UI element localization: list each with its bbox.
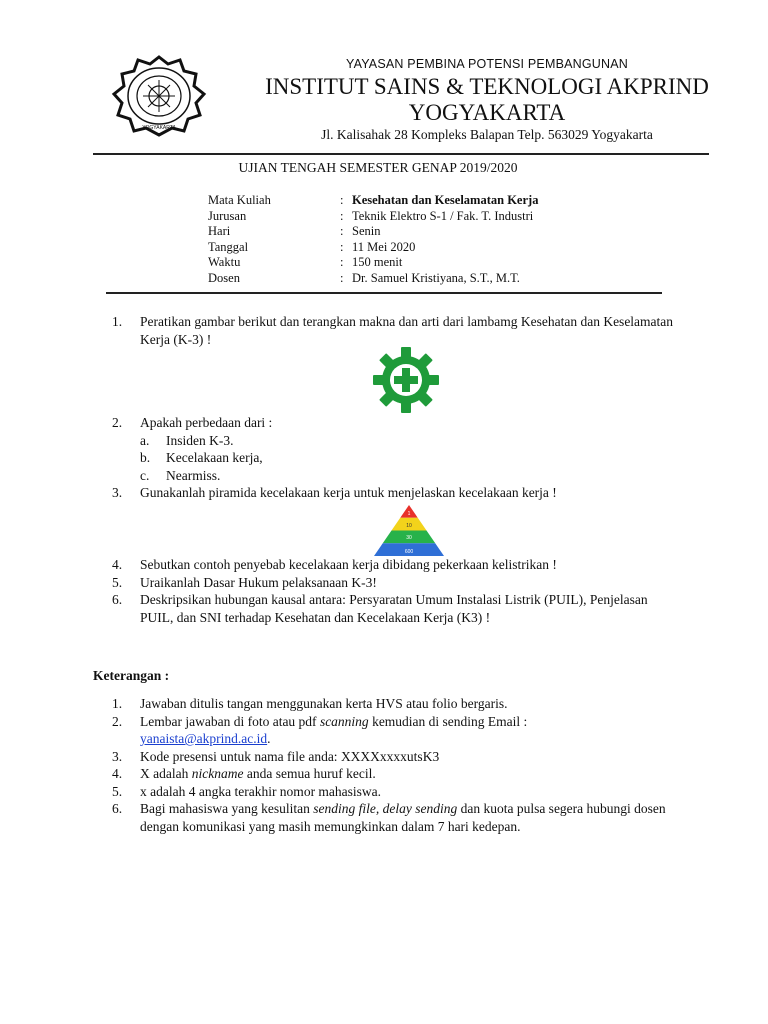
info-label: Tanggal — [208, 239, 249, 254]
notes-list — [112, 695, 680, 835]
header-divider — [93, 153, 709, 155]
logo-text: YOGYAKARTA — [142, 125, 176, 131]
pyramid-label: 1 — [407, 511, 411, 517]
institute-name: INSTITUT SAINS & TEKNOLOGI AKPRIND — [265, 74, 709, 99]
question-2 — [112, 414, 680, 502]
exam-info-table — [208, 193, 538, 287]
note-number: 3. — [112, 748, 123, 764]
sub-letter: a. — [140, 432, 150, 448]
note-5 — [112, 783, 680, 801]
info-value: 150 menit — [352, 255, 403, 270]
info-label: Jurusan — [208, 208, 247, 223]
info-value: Senin — [352, 224, 381, 239]
info-colon: : — [340, 270, 344, 285]
question-4 — [112, 556, 680, 574]
accident-pyramid-diagram — [374, 505, 444, 556]
notes-heading: Keterangan : — [93, 668, 170, 683]
note-1 — [112, 695, 680, 713]
question-1 — [112, 313, 680, 348]
question-text: Peratikan gambar berikut dan terangkan makna dan arti dari lambamg Kesehatan dan Keselamatan Kerja (K-3) ! — [140, 314, 674, 347]
question-text: Deskripsikan hubungan kausal antara: Persyaratan Umum Instalasi Listrik (PUIL), Penjelasan PUIL, dan SNI terhadap Kesehatan dan Kecelakaan Kerja (K3) ! — [140, 592, 648, 625]
info-colon: : — [340, 239, 344, 254]
note-text-part: X adalah — [140, 766, 192, 781]
note-text-part: Bagi mahasiswa yang kesulitan — [140, 801, 314, 816]
institute-address: Jl. Kalisahak 28 Kompleks Balapan Telp. 563029 Yogyakarta — [321, 127, 653, 142]
note-number: 5. — [112, 783, 123, 799]
pyramid-label: 10 — [406, 523, 412, 529]
note-number: 4. — [112, 766, 123, 781]
sub-letter: c. — [140, 467, 150, 483]
exam-title: UJIAN TENGAH SEMESTER GENAP 2019/2020 — [238, 160, 518, 175]
note-text-part: kemudian di sending Email : — [368, 713, 528, 729]
note-italic: nickname — [191, 766, 244, 781]
info-label: Dosen — [208, 270, 240, 285]
info-row-department — [208, 209, 538, 225]
info-label: Mata Kuliah — [208, 193, 271, 207]
info-value: Teknik Elektro S-1 / Fak. T. Industri — [352, 208, 534, 223]
note-number: 6. — [112, 801, 123, 816]
info-colon: : — [340, 255, 344, 270]
question-text: Sebutkan contoh penyebab kecelakaan kerja dibidang pekerkaan kelistrikan ! — [140, 557, 557, 572]
question-number: 5. — [112, 574, 123, 590]
note-text-part: anda semua huruf kecil. — [243, 766, 376, 781]
sub-text: Kecelakaan kerja, — [166, 450, 263, 465]
note-text: x adalah 4 angka terakhir nomor mahasiswa. — [140, 783, 382, 799]
question-text: Gunakanlah piramida kecelakaan kerja untuk menjelaskan kecelakaan kerja ! — [140, 485, 557, 500]
note-text — [140, 800, 680, 835]
note-number: 2. — [112, 713, 123, 729]
info-row-day — [208, 224, 538, 240]
question-5 — [112, 574, 680, 592]
question-number: 6. — [112, 592, 123, 607]
pyramid-label: 30 — [406, 535, 412, 541]
question-6 — [112, 591, 680, 626]
k3-gear-cross-icon — [373, 347, 439, 413]
info-label: Hari — [208, 224, 231, 239]
question-number: 3. — [112, 485, 123, 500]
note-3 — [112, 748, 680, 766]
note-italic: scanning — [319, 713, 369, 729]
note-text-part: . — [267, 731, 271, 746]
note-4 — [112, 765, 680, 783]
institute-city: YOGYAKARTA — [408, 100, 566, 125]
note-text-part: dan kuota pulsa segera hubungi dosen dengan komunikasi yang masih memungkinkan dalam 7 hari kedepan. — [140, 801, 666, 834]
email-link[interactable]: yanaista@akprind.ac.id — [140, 731, 268, 746]
note-number: 1. — [112, 696, 123, 711]
info-value: Dr. Samuel Kristiyana, S.T., M.T. — [352, 270, 520, 285]
note-text: Kode presensi untuk nama file anda: XXXXxxxxutsK3 — [140, 748, 440, 764]
question-text: Apakah perbedaan dari : — [140, 415, 273, 430]
questions-4-6 — [112, 556, 680, 626]
foundation-name: YAYASAN PEMBINA POTENSI PEMBANGUNAN — [345, 57, 629, 71]
pyramid-label: 600 — [404, 549, 414, 555]
note-6 — [112, 800, 680, 835]
institute-logo — [110, 55, 208, 137]
sub-item-c — [140, 467, 680, 485]
info-colon: : — [340, 193, 344, 207]
info-value: Kesehatan dan Keselamatan Kerja — [352, 193, 539, 207]
question-number: 2. — [112, 415, 123, 430]
info-colon: : — [340, 208, 344, 223]
question-text: Uraikanlah Dasar Hukum pelaksanaan K-3! — [140, 574, 377, 590]
info-divider — [106, 292, 662, 294]
sub-text: Insiden K-3. — [166, 432, 234, 448]
note-text — [140, 765, 680, 783]
info-row-duration — [208, 255, 538, 271]
note-italic: sending file, delay sending — [313, 801, 458, 816]
note-text-part: Lembar jawaban di foto atau pdf — [140, 713, 320, 729]
question-number: 1. — [112, 314, 123, 329]
note-2 — [112, 713, 680, 748]
info-colon: : — [340, 224, 344, 239]
sub-text: Nearmiss. — [166, 467, 221, 483]
question-number: 4. — [112, 557, 123, 572]
info-label: Waktu — [208, 255, 241, 270]
info-row-lecturer — [208, 271, 538, 287]
info-value: 11 Mei 2020 — [352, 239, 416, 254]
info-row-course — [208, 193, 538, 209]
sub-item-a — [140, 432, 680, 450]
sub-item-b — [140, 449, 680, 467]
sub-letter: b. — [140, 450, 151, 465]
note-text — [140, 713, 680, 748]
note-text: Jawaban ditulis tangan menggunakan kerta HVS atau folio bergaris. — [140, 696, 508, 711]
info-row-date — [208, 240, 538, 256]
